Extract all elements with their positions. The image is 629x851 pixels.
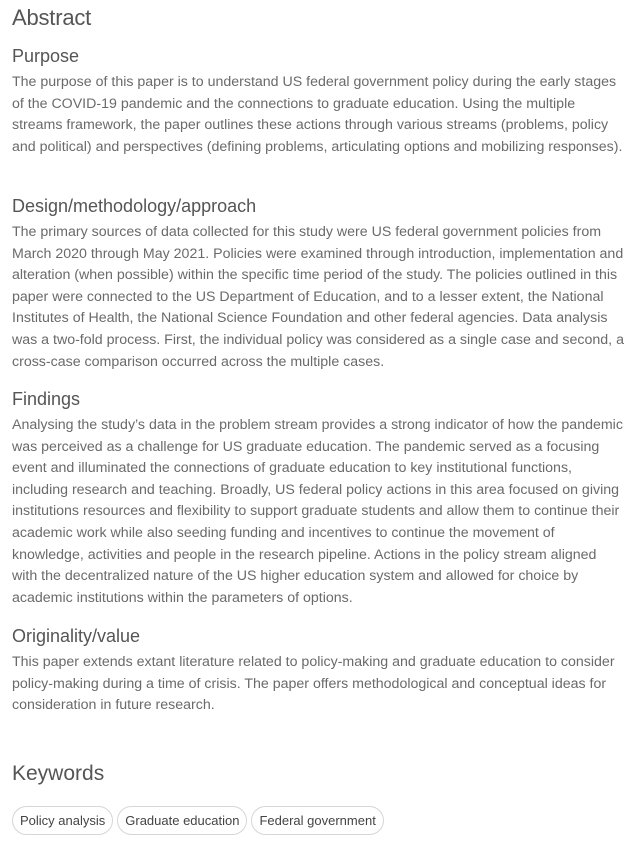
section-text-findings: Analysing the study’s data in the problem stream provides a strong indicator of how the pandemic was perceived as a challenge for US graduate education. The pandemic served as a focusing event and illuminated the connections of graduate education to key institutional functions, including research and teaching. Broadly, US federal policy actions in this area focused on giving institutions resources and flexibility to support graduate students and allow them to continue their academic work while also seeding funding and incentives to continue the movement of knowledge, activities and people in the research pipeline. Actions in the policy stream aligned with the decentralized nature of the US higher education system and allowed for choice by academic institutions within the parameters of options. <box>12 417 623 606</box>
keyword-list <box>12 806 384 835</box>
keyword-chip-policy-analysis[interactable]: Policy analysis <box>12 806 113 835</box>
section-originality-value <box>12 624 624 717</box>
section-heading-findings: Findings <box>12 389 81 409</box>
keyword-chip-federal-government[interactable]: Federal government <box>251 806 383 835</box>
abstract-title: Abstract <box>12 5 92 30</box>
section-text-originality: This paper extends extant literature related to policy-making and graduate education to consider policy-making during a time of crisis. The paper offers methodological and conceptual ideas for consideration in future research. <box>12 654 615 714</box>
section-heading-purpose: Purpose <box>12 46 80 66</box>
section-design-methodology <box>12 194 624 373</box>
section-heading-design: Design/methodology/approach <box>12 196 257 216</box>
section-heading-originality: Originality/value <box>12 626 141 646</box>
keywords-title: Keywords <box>12 762 105 785</box>
keyword-chip-graduate-education[interactable]: Graduate education <box>117 806 247 835</box>
section-text-design: The primary sources of data collected for this study were US federal government policies from March 2020 through May 2021. Policies were examined through introduction, implementation and alteration (when possible) within the specific time period of the study. The policies outlined in this paper were connected to the US Department of Education, and to a lesser extent, the National Institutes of Health, the National Science Foundation and other federal agencies. Data analysis was a two-fold process. First, the individual policy was considered as a single case and second, a cross-case comparison occurred across the multiple cases. <box>12 224 624 370</box>
section-text-purpose: The purpose of this paper is to understand US federal government policy during the early stages of the COVID-19 pandemic and the connections to graduate education. Using the multiple streams framework, the paper outlines these actions through various streams (problems, policy and political) and perspectives (defining problems, articulating options and mobilizing responses). <box>12 74 623 155</box>
section-purpose <box>12 44 624 158</box>
section-findings <box>12 387 624 609</box>
